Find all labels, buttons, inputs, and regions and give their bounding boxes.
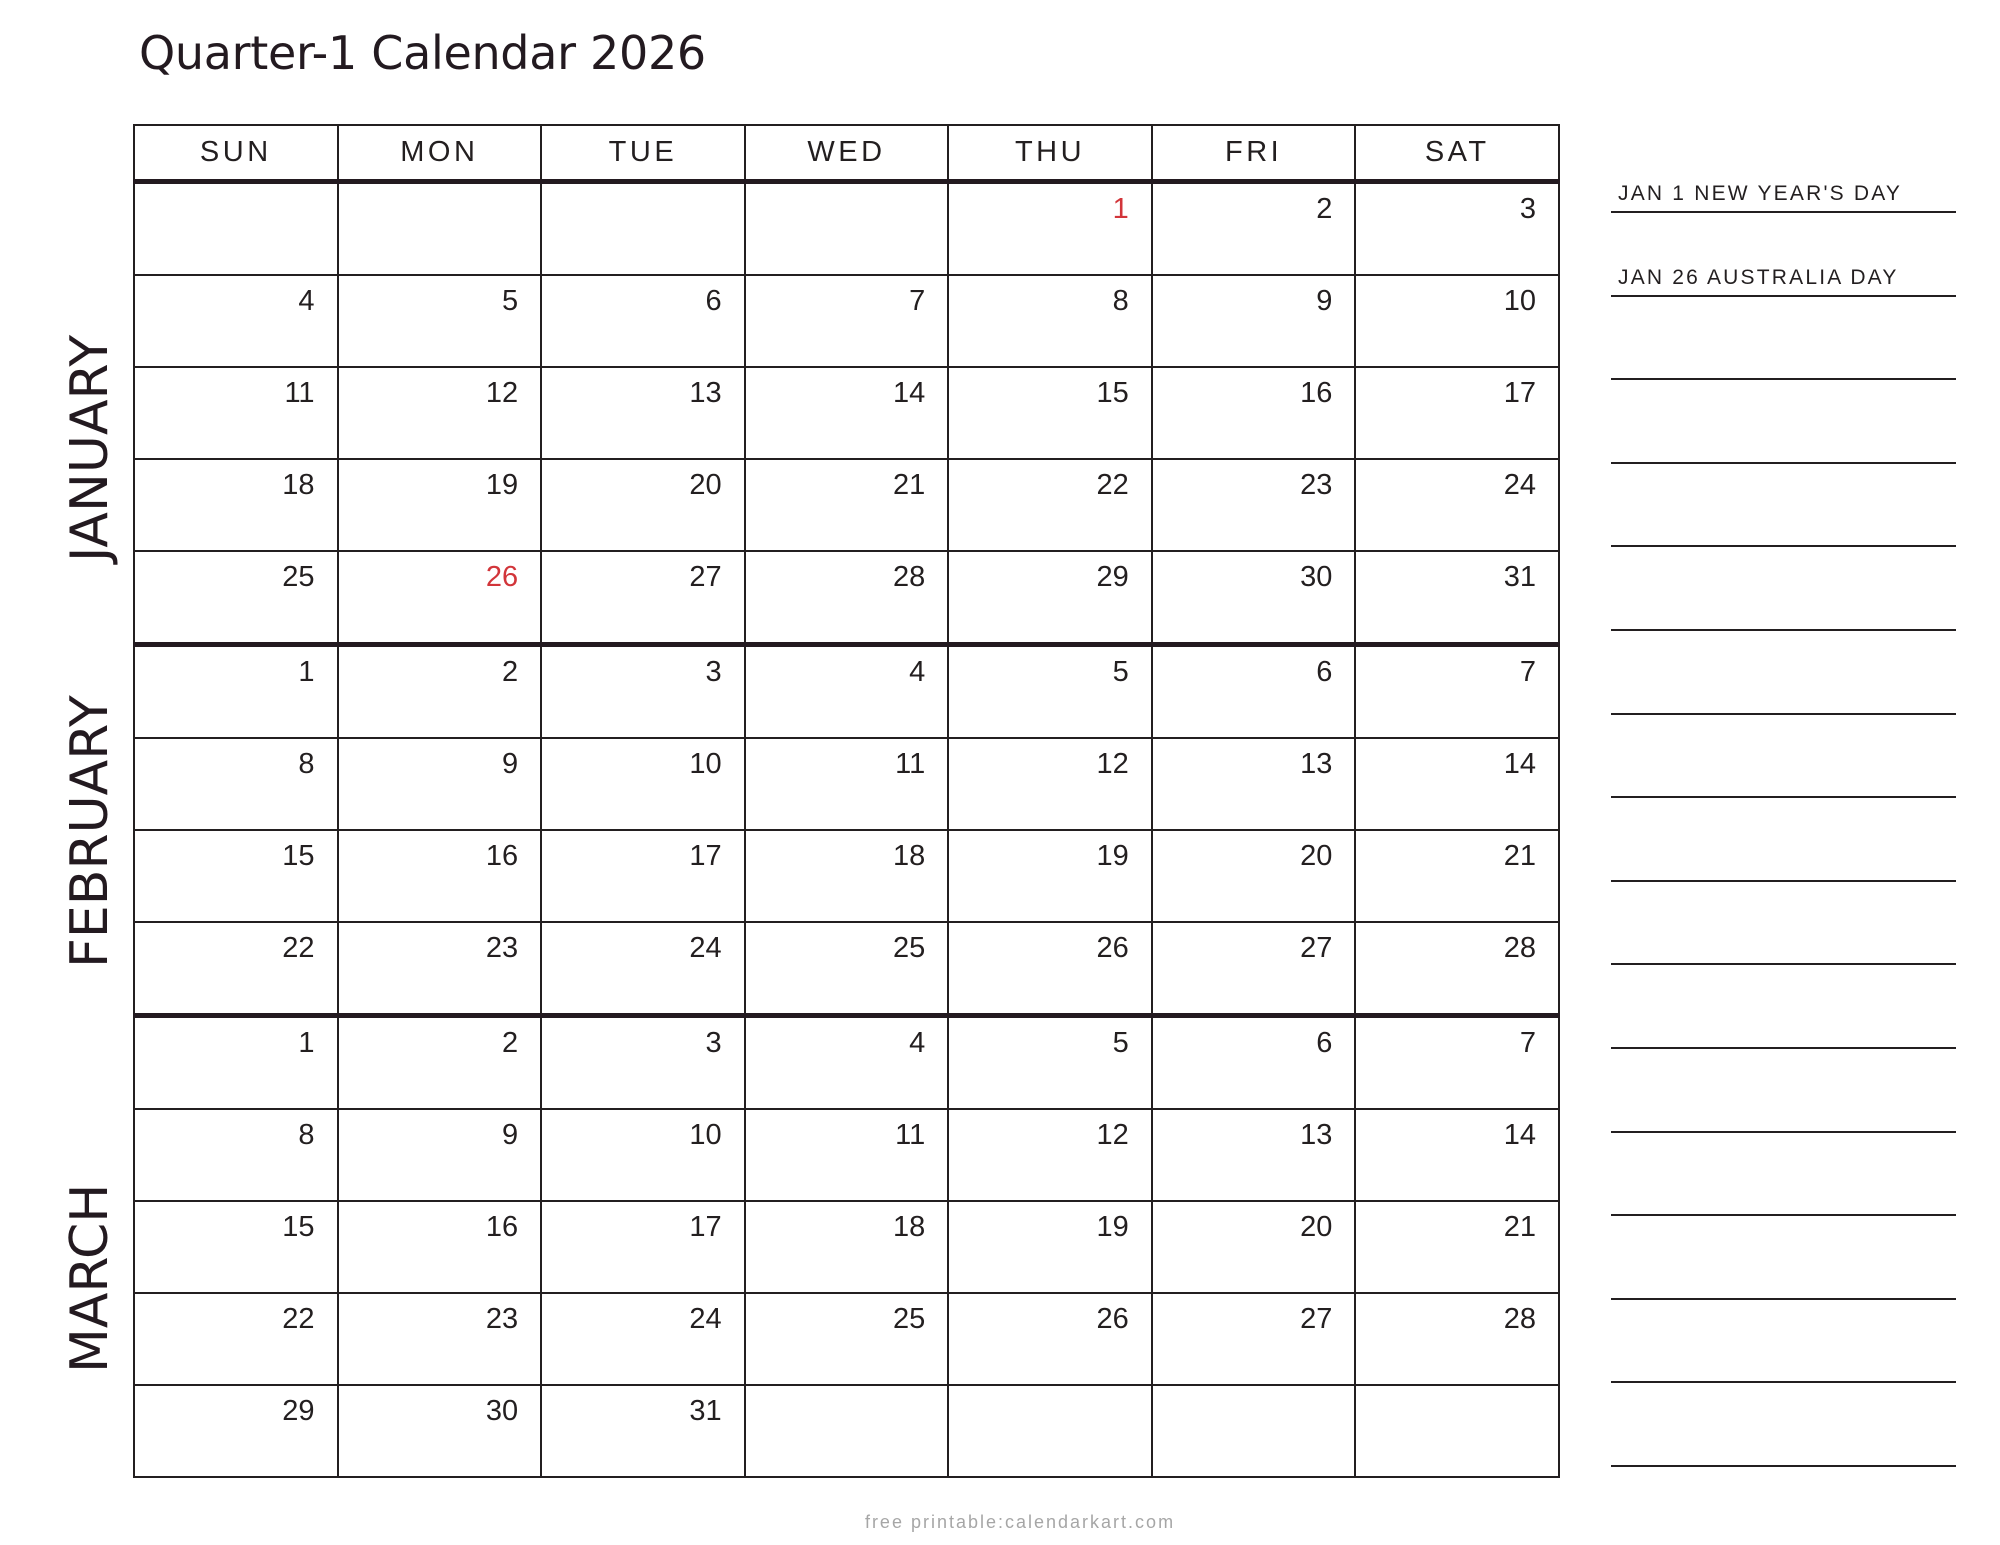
day-cell-tue[interactable] <box>541 738 745 830</box>
day-cell-mon[interactable] <box>338 459 542 551</box>
day-cell-sun[interactable] <box>134 1293 338 1385</box>
day-cell-tue[interactable] <box>541 830 745 922</box>
note-line[interactable] <box>1611 1298 1956 1300</box>
day-cell-sat[interactable] <box>1355 1109 1559 1201</box>
note-line[interactable] <box>1611 295 1956 297</box>
day-number: 7 <box>1519 656 1536 688</box>
day-cell-mon[interactable] <box>338 738 542 830</box>
day-number: 31 <box>689 1395 722 1427</box>
day-cell-sun[interactable] <box>134 367 338 459</box>
day-number: 28 <box>892 561 926 593</box>
day-number: 2 <box>501 656 519 688</box>
day-cell-fri <box>1152 1385 1356 1477</box>
weekday-header-wed: WED <box>745 125 949 182</box>
day-cell-tue[interactable] <box>541 551 745 645</box>
day-number: 20 <box>1300 840 1333 872</box>
day-number <box>1153 1386 1355 1394</box>
day-number: 17 <box>689 840 722 872</box>
day-number: 25 <box>892 1303 926 1335</box>
day-number: 1 <box>298 656 315 688</box>
weekday-header-sat: SAT <box>1355 125 1559 182</box>
week-row-january-3 <box>134 367 1559 459</box>
page-title: Quarter-1 Calendar 2026 <box>139 26 706 80</box>
day-number: 29 <box>282 1395 315 1427</box>
day-number: 15 <box>282 1211 315 1243</box>
day-number: 9 <box>1316 285 1333 317</box>
day-number: 13 <box>689 377 722 409</box>
day-number: 4 <box>909 656 926 688</box>
day-number: 19 <box>485 469 519 501</box>
day-number: 13 <box>1300 748 1333 780</box>
day-number: 12 <box>485 377 519 409</box>
day-number: 6 <box>1316 1027 1333 1059</box>
day-number: 9 <box>501 748 519 780</box>
day-cell-sat[interactable] <box>1355 645 1559 739</box>
day-cell-wed[interactable] <box>745 738 949 830</box>
day-cell-mon[interactable] <box>338 1385 542 1477</box>
day-cell-thu[interactable] <box>948 459 1152 551</box>
day-cell-tue[interactable] <box>541 922 745 1016</box>
day-number: 17 <box>1503 377 1536 409</box>
day-number: 15 <box>1096 377 1129 409</box>
day-cell-thu[interactable] <box>948 922 1152 1016</box>
day-cell-fri[interactable] <box>1152 459 1356 551</box>
day-cell-sat <box>1355 1385 1559 1477</box>
day-cell-tue[interactable] <box>541 1016 745 1110</box>
day-number: 30 <box>1300 561 1333 593</box>
day-number: 31 <box>1503 561 1536 593</box>
day-number <box>135 184 337 192</box>
day-cell-fri[interactable] <box>1152 1109 1356 1201</box>
day-cell-thu[interactable] <box>948 275 1152 367</box>
day-number: 2 <box>501 1027 519 1059</box>
day-number: 18 <box>892 1211 926 1243</box>
day-cell-wed[interactable] <box>745 551 949 645</box>
day-number: 24 <box>689 1303 722 1335</box>
day-number: 22 <box>1096 469 1129 501</box>
day-cell-thu[interactable] <box>948 830 1152 922</box>
day-cell-tue[interactable] <box>541 645 745 739</box>
day-number <box>746 1386 948 1394</box>
note-line[interactable] <box>1611 880 1956 882</box>
day-cell-fri[interactable] <box>1152 1016 1356 1110</box>
day-cell-thu[interactable] <box>948 645 1152 739</box>
day-number: 16 <box>485 840 519 872</box>
day-cell-wed[interactable] <box>745 459 949 551</box>
week-row-march-5 <box>134 1385 1559 1477</box>
day-cell-wed <box>745 1385 949 1477</box>
day-number: 20 <box>689 469 722 501</box>
day-number: 18 <box>892 840 926 872</box>
day-number: 17 <box>689 1211 722 1243</box>
day-cell-thu <box>948 1385 1152 1477</box>
day-number: 29 <box>1096 561 1129 593</box>
day-number: 23 <box>485 1303 519 1335</box>
note-line[interactable] <box>1611 1131 1956 1133</box>
day-cell-mon[interactable] <box>338 1293 542 1385</box>
day-cell-fri[interactable] <box>1152 182 1356 276</box>
note-line[interactable] <box>1611 211 1956 213</box>
footer-credit: free printable:calendarkart.com <box>864 1512 1176 1532</box>
day-cell-sun[interactable] <box>134 645 338 739</box>
day-cell-sat[interactable] <box>1355 459 1559 551</box>
day-cell-fri[interactable] <box>1152 738 1356 830</box>
day-cell-thu[interactable] <box>948 1201 1152 1293</box>
note-line[interactable] <box>1611 796 1956 798</box>
day-number: 3 <box>1519 193 1536 225</box>
day-number: 6 <box>1316 656 1333 688</box>
weekday-header-tue: TUE <box>541 125 745 182</box>
day-cell-sat[interactable] <box>1355 1201 1559 1293</box>
week-row-february-2 <box>134 738 1559 830</box>
day-number: 15 <box>282 840 315 872</box>
day-cell-thu[interactable] <box>948 551 1152 645</box>
month-label-january: JANUARY <box>60 334 120 562</box>
day-cell-fri[interactable] <box>1152 275 1356 367</box>
note-line[interactable] <box>1611 545 1956 547</box>
day-number: 22 <box>282 932 315 964</box>
day-number: 21 <box>892 469 926 501</box>
day-number: 19 <box>1096 1211 1129 1243</box>
day-cell-sun[interactable] <box>134 551 338 645</box>
day-cell-sun[interactable] <box>134 275 338 367</box>
day-cell-sat[interactable] <box>1355 275 1559 367</box>
day-number: 18 <box>282 469 315 501</box>
day-number: 4 <box>298 285 315 317</box>
day-cell-sat[interactable] <box>1355 551 1559 645</box>
day-number: 12 <box>1096 748 1129 780</box>
day-number: 22 <box>282 1303 315 1335</box>
weekday-header-thu: THU <box>948 125 1152 182</box>
day-cell-thu[interactable] <box>948 1293 1152 1385</box>
day-cell-fri[interactable] <box>1152 830 1356 922</box>
day-number: 28 <box>1503 932 1536 964</box>
note-entry: JAN 1 NEW YEAR'S DAY <box>1618 182 1903 205</box>
day-number: 26 <box>1096 1303 1129 1335</box>
note-line[interactable] <box>1611 1047 1956 1049</box>
day-number: 13 <box>1300 1119 1333 1151</box>
day-number: 20 <box>1300 1211 1333 1243</box>
day-cell-tue[interactable] <box>541 275 745 367</box>
weekday-header-sun: SUN <box>134 125 338 182</box>
weekday-header-row <box>134 125 1559 182</box>
day-cell-sun[interactable] <box>134 1201 338 1293</box>
day-number: 8 <box>298 748 315 780</box>
day-cell-wed[interactable] <box>745 367 949 459</box>
note-line[interactable] <box>1611 629 1956 631</box>
day-number: 27 <box>1300 1303 1333 1335</box>
day-number: 28 <box>1503 1303 1536 1335</box>
day-cell-tue <box>541 182 745 276</box>
day-number: 9 <box>501 1119 519 1151</box>
week-row-january-2 <box>134 275 1559 367</box>
day-number: 27 <box>689 561 722 593</box>
calendar-grid <box>133 124 1560 1478</box>
day-number: 10 <box>689 748 722 780</box>
day-cell-sun[interactable] <box>134 1109 338 1201</box>
day-cell-mon[interactable] <box>338 1201 542 1293</box>
calendar-body <box>134 182 1559 1478</box>
day-number: 10 <box>689 1119 722 1151</box>
day-number: 25 <box>282 561 315 593</box>
day-cell-sun[interactable] <box>134 922 338 1016</box>
day-number: 7 <box>909 285 926 317</box>
day-number <box>949 1386 1151 1394</box>
day-cell-wed[interactable] <box>745 922 949 1016</box>
day-cell-wed[interactable] <box>745 1109 949 1201</box>
day-number: 14 <box>892 377 926 409</box>
day-cell-tue[interactable] <box>541 1293 745 1385</box>
day-number: 30 <box>485 1395 519 1427</box>
day-cell-sat[interactable] <box>1355 738 1559 830</box>
day-cell-mon[interactable] <box>338 1109 542 1201</box>
day-cell-wed[interactable] <box>745 1293 949 1385</box>
day-cell-sat[interactable] <box>1355 367 1559 459</box>
day-cell-sun[interactable] <box>134 738 338 830</box>
day-cell-mon[interactable] <box>338 1016 542 1110</box>
note-line[interactable] <box>1611 963 1956 965</box>
week-row-march-2 <box>134 1109 1559 1201</box>
day-cell-sun[interactable] <box>134 1385 338 1477</box>
day-cell-mon[interactable] <box>338 830 542 922</box>
day-number: 12 <box>1096 1119 1129 1151</box>
day-number: 10 <box>1503 285 1536 317</box>
day-cell-tue[interactable] <box>541 1201 745 1293</box>
day-cell-thu[interactable] <box>948 1109 1152 1201</box>
day-cell-mon <box>338 182 542 276</box>
day-cell-sat[interactable] <box>1355 1293 1559 1385</box>
day-number <box>746 184 948 192</box>
weekday-header-mon: MON <box>338 125 542 182</box>
day-number: 5 <box>501 285 519 317</box>
note-line[interactable] <box>1611 1214 1956 1216</box>
day-cell-fri[interactable] <box>1152 922 1356 1016</box>
day-cell-wed[interactable] <box>745 275 949 367</box>
day-cell-thu[interactable] <box>948 182 1152 276</box>
day-cell-wed[interactable] <box>745 645 949 739</box>
day-cell-sun[interactable] <box>134 1016 338 1110</box>
week-row-february-4 <box>134 922 1559 1016</box>
day-cell-fri[interactable] <box>1152 551 1356 645</box>
day-number <box>542 184 744 192</box>
week-row-january-1 <box>134 182 1559 276</box>
note-line[interactable] <box>1611 378 1956 380</box>
day-number: 8 <box>1112 285 1129 317</box>
day-cell-sun <box>134 182 338 276</box>
day-cell-thu[interactable] <box>948 738 1152 830</box>
day-cell-sat[interactable] <box>1355 182 1559 276</box>
week-row-march-3 <box>134 1201 1559 1293</box>
day-cell-mon[interactable] <box>338 645 542 739</box>
day-cell-tue[interactable] <box>541 1109 745 1201</box>
day-number: 7 <box>1519 1027 1536 1059</box>
day-cell-thu[interactable] <box>948 367 1152 459</box>
day-number <box>339 184 541 192</box>
holiday-day-number: 1 <box>1112 193 1129 225</box>
day-number: 24 <box>1503 469 1536 501</box>
day-cell-fri[interactable] <box>1152 367 1356 459</box>
day-cell-tue[interactable] <box>541 367 745 459</box>
day-cell-wed[interactable] <box>745 1201 949 1293</box>
day-number: 21 <box>1503 1211 1536 1243</box>
note-line[interactable] <box>1611 1465 1956 1467</box>
day-number: 2 <box>1316 193 1333 225</box>
day-number: 11 <box>284 377 315 409</box>
day-number: 24 <box>689 932 722 964</box>
day-number: 11 <box>895 1119 926 1151</box>
day-number: 25 <box>892 932 926 964</box>
day-number: 3 <box>705 656 722 688</box>
holiday-day-number: 26 <box>485 561 519 593</box>
day-cell-sat[interactable] <box>1355 1016 1559 1110</box>
day-cell-wed <box>745 182 949 276</box>
day-cell-fri[interactable] <box>1152 1293 1356 1385</box>
day-number <box>1356 1386 1558 1394</box>
day-number: 26 <box>1096 932 1129 964</box>
day-number: 19 <box>1096 840 1129 872</box>
note-entry: JAN 26 AUSTRALIA DAY <box>1618 265 1899 289</box>
day-number: 14 <box>1503 1119 1536 1151</box>
day-cell-sat[interactable] <box>1355 830 1559 922</box>
day-number: 21 <box>1503 840 1536 872</box>
day-number: 23 <box>1300 469 1333 501</box>
day-cell-sat[interactable] <box>1355 922 1559 1016</box>
day-cell-mon[interactable] <box>338 551 542 645</box>
note-line[interactable] <box>1611 713 1956 715</box>
day-cell-thu[interactable] <box>948 1016 1152 1110</box>
week-row-march-4 <box>134 1293 1559 1385</box>
day-number: 5 <box>1112 656 1129 688</box>
day-number: 4 <box>909 1027 926 1059</box>
month-label-march: MARCH <box>60 1183 120 1373</box>
day-number: 6 <box>705 285 722 317</box>
week-row-january-5 <box>134 551 1559 645</box>
weekday-header-fri: FRI <box>1152 125 1356 182</box>
month-label-february: FEBRUARY <box>60 695 120 968</box>
week-row-january-4 <box>134 459 1559 551</box>
day-number: 16 <box>485 1211 519 1243</box>
note-line[interactable] <box>1611 462 1956 464</box>
day-number: 3 <box>705 1027 722 1059</box>
note-line[interactable] <box>1611 1381 1956 1383</box>
day-cell-sun[interactable] <box>134 830 338 922</box>
day-number: 8 <box>298 1119 315 1151</box>
day-number: 16 <box>1300 377 1333 409</box>
day-cell-mon[interactable] <box>338 367 542 459</box>
day-cell-tue[interactable] <box>541 1385 745 1477</box>
day-cell-fri[interactable] <box>1152 1201 1356 1293</box>
week-row-february-1 <box>134 645 1559 739</box>
day-cell-mon[interactable] <box>338 922 542 1016</box>
day-number: 11 <box>895 748 926 780</box>
day-cell-sun[interactable] <box>134 459 338 551</box>
day-number: 5 <box>1112 1027 1129 1059</box>
day-cell-wed[interactable] <box>745 830 949 922</box>
day-cell-wed[interactable] <box>745 1016 949 1110</box>
week-row-march-1 <box>134 1016 1559 1110</box>
week-row-february-3 <box>134 830 1559 922</box>
day-cell-mon[interactable] <box>338 275 542 367</box>
day-cell-fri[interactable] <box>1152 645 1356 739</box>
day-number: 27 <box>1300 932 1333 964</box>
day-cell-tue[interactable] <box>541 459 745 551</box>
day-number: 23 <box>485 932 519 964</box>
day-number: 1 <box>298 1027 315 1059</box>
day-number: 14 <box>1503 748 1536 780</box>
